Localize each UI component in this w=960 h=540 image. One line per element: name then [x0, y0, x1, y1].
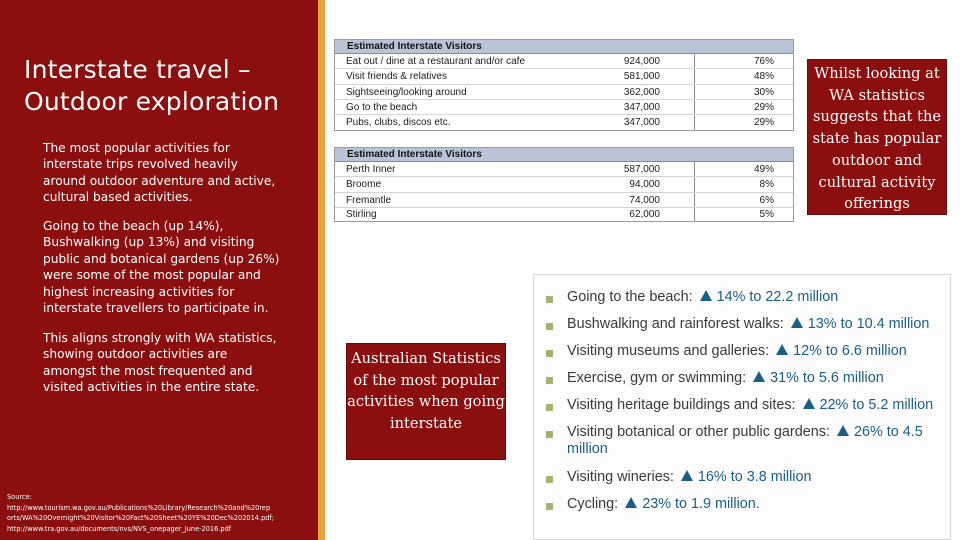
table-row: [335, 115, 793, 130]
visitor-percent: 48%: [694, 69, 788, 83]
table-header: Estimated Interstate Visitors: [335, 40, 793, 54]
activity-growth-list: [533, 274, 951, 540]
visitor-percent: 29%: [694, 100, 788, 114]
visitor-count: 924,000: [623, 56, 660, 67]
regions-visitors-table: [334, 147, 794, 222]
up-triangle-icon: [625, 497, 637, 508]
region-name: Broome: [346, 179, 382, 191]
visitor-count: 347,000: [623, 117, 660, 129]
square-bullet-icon: [546, 404, 553, 411]
list-item: [546, 370, 937, 387]
square-bullet-icon: [546, 350, 553, 357]
source-label: Source:: [7, 493, 32, 501]
activity-name: Pubs, clubs, discos etc.: [346, 117, 451, 129]
list-item: [546, 424, 937, 458]
table-row: [335, 85, 793, 100]
activity-change: 12% to 6.6 million: [793, 343, 907, 359]
activity-label: Cycling:: [567, 496, 619, 512]
visitor-count: 581,000: [623, 71, 660, 83]
australian-statistics-callout: Australian Statistics of the most popular activities when going interstate: [346, 343, 506, 460]
paragraph-popular-activities: The most popular activities for interstate trips revolved heavily around outdoor adventure and active, cultural based activities.: [43, 141, 276, 205]
up-triangle-icon: [753, 371, 765, 382]
visitor-percent: 6%: [694, 193, 788, 207]
source-link[interactable]: http://www.tourism.wa.gov.au/Publications%20Library/Research%20and%20rep: [7, 503, 271, 512]
up-triangle-icon: [681, 470, 693, 481]
up-triangle-icon: [791, 317, 803, 328]
list-item: [546, 496, 937, 513]
activity-name: Go to the beach: [346, 101, 418, 113]
visitor-count: 62,000: [629, 208, 660, 220]
list-item: [546, 289, 937, 306]
activity-name: Sightseeing/looking around: [346, 86, 467, 98]
table-row: [335, 100, 793, 115]
activity-change: 23% to 1.9 million.: [642, 496, 760, 512]
slide-title: Interstate travel – Outdoor exploration: [24, 55, 280, 116]
activity-label: Going to the beach:: [567, 289, 693, 305]
up-triangle-icon: [837, 425, 849, 436]
visitor-percent: 76%: [694, 54, 788, 68]
activity-name: Visit friends & relatives: [346, 71, 447, 83]
up-triangle-icon: [700, 290, 712, 301]
list-item: [546, 343, 937, 360]
up-triangle-icon: [803, 398, 815, 409]
visitor-count: 74,000: [629, 194, 660, 206]
region-name: Perth Inner: [346, 164, 396, 175]
paragraph-wa-alignment: This aligns strongly with WA statistics, showing outdoor activities are amongst the most frequented and visited activities in the entire state.: [43, 331, 277, 395]
list-item: [546, 316, 937, 333]
visitor-count: 362,000: [623, 86, 660, 98]
source-link[interactable]: http://www.tra.gov.au/documents/nvs/NVS_onepager_June-2016.pdf: [7, 524, 232, 533]
region-name: Fremantle: [346, 194, 392, 206]
activity-label: Visiting heritage buildings and sites:: [567, 397, 796, 413]
table-row: [335, 193, 793, 208]
square-bullet-icon: [546, 323, 553, 330]
table-row: [335, 69, 793, 84]
activity-change: 31% to 5.6 million: [770, 370, 884, 386]
paragraph-increasing-activities: Going to the beach (up 14%), Bushwalking (up 13%) and visiting public and botanical gardens (up 26%) were some of the most popular and highest increasing activities for interstate travellers to participate in.: [43, 219, 280, 316]
wa-statistics-callout: Whilst looking at WA statistics suggests that the state has popular outdoor and cultural activity offerings: [807, 59, 947, 215]
activity-label: Exercise, gym or swimming:: [567, 370, 747, 386]
table-header: Estimated Interstate Visitors: [335, 148, 793, 162]
square-bullet-icon: [546, 503, 553, 510]
visitor-count: 587,000: [623, 164, 660, 175]
region-name: Stirling: [346, 208, 377, 220]
square-bullet-icon: [546, 476, 553, 483]
activity-label: Visiting botanical or other public gardens:: [567, 424, 830, 440]
visitor-percent: 5%: [694, 208, 788, 221]
visitor-count: 94,000: [629, 179, 660, 191]
activity-change: 13% to 10.4 million: [807, 316, 930, 332]
table-row: [335, 162, 793, 177]
square-bullet-icon: [546, 431, 553, 438]
square-bullet-icon: [546, 296, 553, 303]
activity-label: Visiting wineries:: [567, 469, 674, 485]
visitor-percent: 29%: [694, 115, 788, 130]
activity-label: Visiting museums and galleries:: [567, 343, 770, 359]
activity-change: 26% to 4.5 million: [567, 424, 923, 457]
source-citation: [7, 492, 312, 534]
table-row: [335, 208, 793, 221]
activity-change: 14% to 22.2 million: [716, 289, 839, 305]
activity-change: 16% to 3.8 million: [697, 469, 812, 485]
up-triangle-icon: [776, 344, 788, 355]
activity-name: Eat out / dine at a restaurant and/or cafe: [346, 56, 526, 67]
visitor-percent: 8%: [694, 177, 788, 191]
visitor-percent: 30%: [694, 85, 788, 99]
square-bullet-icon: [546, 377, 553, 384]
table-row: [335, 177, 793, 192]
source-link[interactable]: orts/WA%20Overnight%20Visitor%20Fact%20Sheet%20YE%20Dec%202014.pdf;: [7, 514, 274, 522]
list-item: [546, 397, 937, 414]
table-row: [335, 54, 793, 69]
activity-label: Bushwalking and rainforest walks:: [567, 316, 784, 332]
list-item: [546, 469, 937, 486]
visitor-percent: 49%: [694, 162, 788, 176]
activities-visitors-table: [334, 39, 794, 131]
activity-change: 22% to 5.2 million: [819, 397, 934, 413]
visitor-count: 347,000: [623, 101, 660, 113]
accent-bar: [318, 0, 325, 540]
